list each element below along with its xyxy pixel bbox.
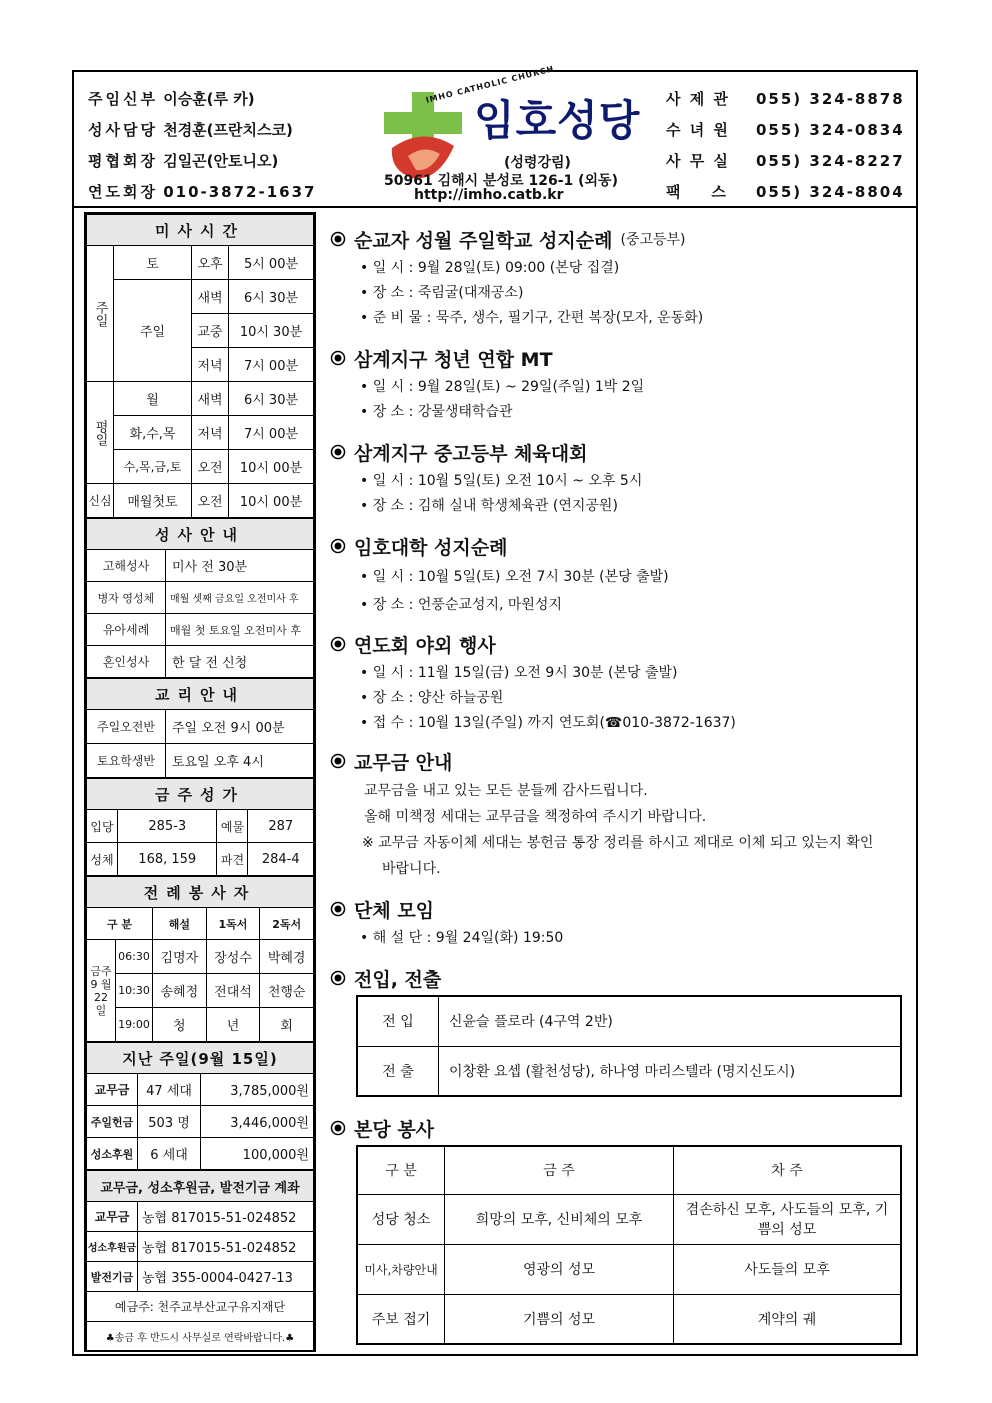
bullet-icon — [330, 753, 346, 769]
church-address: 50961 김해시 분성로 126-1 (외동) — [384, 173, 618, 189]
item-group-meeting: 단체 모임 • 해 설 단 : 9월 24일(화) 19:50 — [330, 892, 910, 951]
account-holder: 예금주: 천주교부산교구유지재단 — [87, 1292, 314, 1322]
item-college-pilgrimage: 임호대학 성지순례 • 일 시 : 10월 5일(토) 오전 7시 30분 (본당 출발) • 장 소 : 언풍순교성지, 마원성지 — [330, 529, 910, 619]
transfer-notice: ♣송금 후 반드시 사무실로 연락바랍니다.♣ — [87, 1322, 314, 1352]
account-table: 교무금, 성소후원금, 발전기금 계좌 교무금 농협 817015-51-024852 성소후원금 농협 817015-51-024852 발전기금 농협 355-0004-0427-13 예금주: 천주교부산교구유지재단 ♣송금 후 반드시 사무실로 연락바랍니다.♣ — [86, 1170, 314, 1352]
bullet-icon — [330, 1120, 346, 1136]
bullet-icon — [330, 231, 346, 247]
church-subtitle: (성령강림) — [504, 155, 571, 171]
header — [74, 64, 916, 208]
bullet-icon — [330, 444, 346, 460]
item-pilgrimage-school: 순교자 성월 주일학교 성지순례 (중고등부) • 일 시 : 9월 28일(토) 09:00 (본당 집결) • 장 소 : 죽림굴(대재공소) • 준 비 물 : 묵주, 생수, 필기구, 간편 복장(모자, 운동화) — [330, 222, 910, 331]
phone-office: 사 무 실 055) 324-8227 — [666, 152, 905, 170]
council-line: 평협회장 김일곤(안토니오) — [88, 152, 279, 170]
devotion-label: 신심 — [87, 484, 114, 518]
header-right-phones — [666, 84, 905, 208]
bullet-icon — [330, 970, 346, 986]
sacrament-table: 성사안내 고해성사 미사 전 30분 병자 영성체 매월 셋째 금요일 오전미사 후 유아세례 매월 첫 토요일 오전미사 후 혼인성사 한 달 전 신청 — [86, 518, 314, 678]
phone-rectory: 사 제 관 055) 324-8878 — [666, 90, 905, 108]
phone-fax: 팩 스 055) 324-8804 — [666, 183, 905, 201]
church-url[interactable]: http://imho.catb.kr — [414, 187, 564, 203]
item-youth-mt: 삼계지구 청년 연합 MT • 일 시 : 9월 28일(토) ~ 29일(주일) 1박 2일 • 장 소 : 강물생태학습관 — [330, 341, 910, 425]
item-yeondo-outing: 연도회 야외 행사 • 일 시 : 11월 15일(금) 오전 9시 30분 (본당 출발) • 장 소 : 양산 하늘공원 • 접 수 : 10월 13일(주일) 까지 연도회(☎010-3872-1637) — [330, 627, 910, 736]
phone-convent: 수 녀 원 055) 324-0834 — [666, 121, 905, 139]
item-dues: 교무금 안내 교무금을 내고 있는 모든 분들께 감사드립니다. 올해 미책정 세대는 교무금을 책정하여 주시기 바랍니다. ※ 교무금 자동이체 세대는 봉헌금 통장 정리를 하시고 제대로 이체 되고 있는지 확인 바랍니다. — [330, 744, 910, 882]
mass-times-table: 미사시간 주일 토 오후 5시 00분 주일 새벽 6시 30분 교중 10시 30분 저녁 7시 00분 평일 월 새벽 6시 30분 화,수,목 저녁 7시 00분 수,목,금,토 오전 10시 00분 신심 매월첫토 오전 10시 00분 — [86, 214, 314, 518]
last-sunday-table: 지난 주일(9월 15일) 교무금 47 세대 3,785,000원 주일헌금 503 명 3,446,000원 성소후원 6 세대 100,000원 — [86, 1042, 314, 1170]
mass-title: 미사시간 — [87, 215, 314, 246]
account-title: 교무금, 성소후원금, 발전기금 계좌 — [87, 1171, 314, 1202]
announcements — [330, 222, 910, 1345]
yeondo-line: 연도회장 010-3872-1637 — [88, 183, 317, 201]
sacrament-title: 성사안내 — [87, 519, 314, 550]
cross-horizontal — [384, 112, 462, 134]
bullet-icon — [330, 901, 346, 917]
header-left-info — [88, 84, 316, 208]
transfer-table: 전 입 신윤슬 플로라 (4구역 2반) 전 출 이창환 요셉 (활천성당), 하나영 마리스텔라 (명지신도시) — [356, 995, 902, 1097]
server-table: 전례봉사자 구 분 해설 1독서 2독서 금주 9 월 22 일 06:30 김명자 장성수 박혜경 10:30 송혜정 전대석 천행순 19:00 청 년 회 — [86, 876, 314, 1042]
item-sports-day: 삼계지구 중고등부 체육대회 • 일 시 : 10월 5일(토) 오전 10시 ~ 오후 5시 • 장 소 : 김해 실내 학생체육관 (연지공원) — [330, 435, 910, 519]
server-date: 금주 9 월 22 일 — [87, 940, 116, 1042]
church-name: 임호성당 — [474, 96, 641, 145]
hymn-table: 금주성가 입당 285-3 예물 287 성체 168, 159 파견 284-4 — [86, 778, 314, 876]
doctrine-title: 교리안내 — [87, 679, 314, 710]
service-table: 구 분 금 주 차 주 성당 청소 희망의 모후, 신비체의 모후 겸손하신 모후, 사도들의 모후, 기쁨의 성모 미사,차량안내 영광의 성모 사도들의 모후 주보 접기 기쁨의 성모 계약의 궤 — [356, 1145, 902, 1345]
weekday-label: 평일 — [87, 382, 114, 484]
bulletin-frame — [72, 64, 918, 1356]
doctrine-table: 교리안내 주일오전반 주일 오전 9시 00분 토요학생반 토요일 오후 4시 — [86, 678, 314, 778]
church-logo-block — [374, 64, 674, 204]
confessor-line: 성사담당 천경훈(프란치스코) — [88, 121, 293, 139]
sidebar — [84, 212, 316, 1352]
server-title: 전례봉사자 — [87, 877, 314, 908]
bullet-icon — [330, 538, 346, 554]
bullet-icon — [330, 350, 346, 366]
last-sunday-title: 지난 주일(9월 15일) — [87, 1043, 314, 1074]
item-parish-service: 본당 봉사 구 분 금 주 차 주 성당 청소 희망의 모후, 신비체의 모후 겸손하신 모후, 사도들의 모후, 기쁨의 성모 미사,차량안내 영광의 성모 사도들의 모후 주보 접기 기쁨의 성모 계약의 궤 — [330, 1111, 910, 1345]
hymn-title: 금주성가 — [87, 779, 314, 810]
sunday-label: 주일 — [87, 246, 114, 382]
item-transfers: 전입, 전출 전 입 신윤슬 플로라 (4구역 2반) 전 출 이창환 요셉 (활천성당), 하나영 마리스텔라 (명지신도시) — [330, 961, 910, 1097]
pastor-line: 주임신부 이승훈(루 카) — [88, 90, 255, 108]
bullet-icon — [330, 636, 346, 652]
church-arc-text: IMHO CATHOLIC CHURCH — [424, 64, 556, 105]
